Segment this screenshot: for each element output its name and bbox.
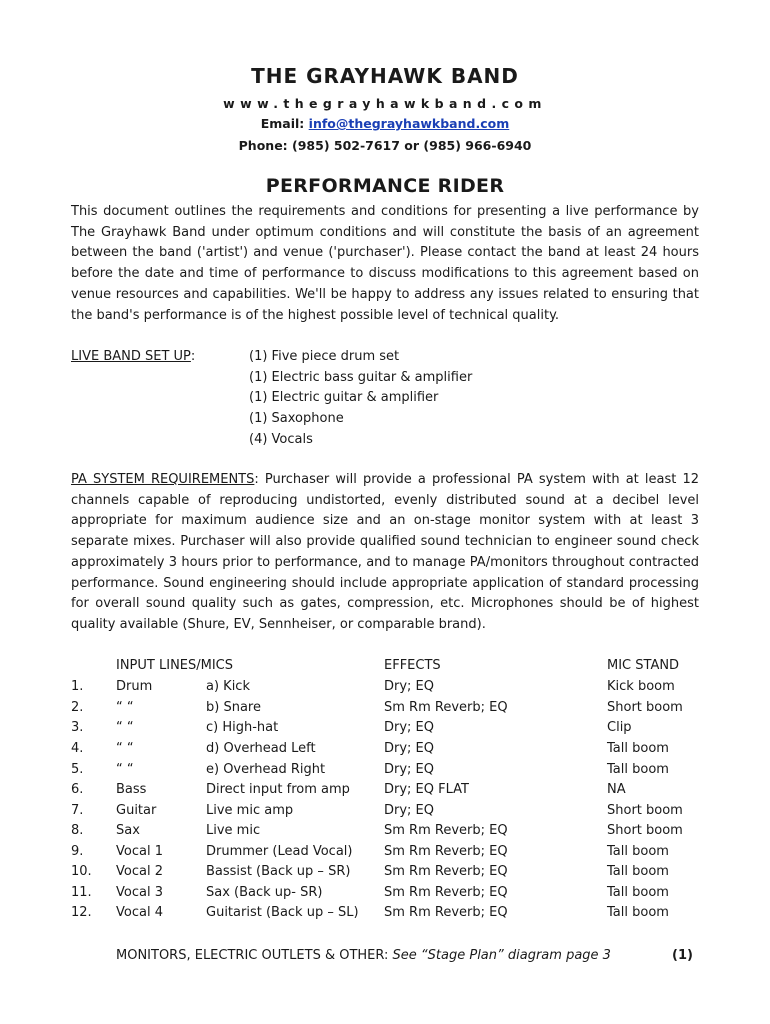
website-text: www.thegrayhawkband.com [223,96,547,111]
phone-line: Phone: (985) 502-7617 or (985) 966-6940 [238,138,532,153]
effects-cell: Dry; EQ FLAT [384,782,469,798]
setup-item: (1) Saxophone [249,411,344,427]
input-source: “ “ [116,740,134,756]
setup-heading-colon: : [190,349,196,364]
setup-item: (4) Vocals [249,431,313,447]
input-detail: c) High-hat [206,720,279,736]
row-number: 8. [71,823,84,839]
header-effects: EFFECTS [384,658,441,673]
setup-heading-label: LIVE BAND SET UP [71,349,191,364]
row-number: 12. [71,905,92,921]
row-number: 7. [71,802,84,818]
mic-stand-cell: Tall boom [607,864,669,880]
mic-stand-cell: Tall boom [607,740,669,756]
input-source: Vocal 2 [116,864,163,880]
header-mic-stand: MIC STAND [607,658,680,673]
input-detail: Guitarist (Back up – SL) [206,905,359,921]
input-source: “ “ [116,761,134,777]
input-detail: b) Snare [206,699,261,715]
setup-list [249,347,472,451]
pa-requirements-paragraph [71,470,699,636]
input-source: Drum [116,679,153,695]
row-number: 9. [71,843,84,859]
input-detail: Direct input from amp [206,782,350,798]
pa-requirements-text: : Purchaser will provide a professional PA system with at least 12 channels capable of reproducing undistorted, evenly distributed sound at a decibel level appropriate for maximum audience size and an on-stage monitor system with at least 3 separate mixes. Purchaser will also provide qualified sound technician to engineer sound check approximately 3 hours prior to performance, and to manage PA/monitors throughout contracted performance. Sound engineering should include appropriate application of standard processing for overall sound quality such as gates, compression, etc. Microphones should be of highest quality available (Shure, EV, Sennheiser, or comparable brand). [71,472,699,632]
input-detail: Live mic amp [206,802,294,818]
row-number: 11. [71,884,92,900]
mic-stand-cell: Short boom [607,699,683,715]
input-detail: Sax (Back up- SR) [206,884,323,900]
row-number: 1. [71,679,84,695]
effects-cell: Dry; EQ [384,761,435,777]
input-detail: Bassist (Back up – SR) [206,864,351,880]
mic-stand-cell: Tall boom [607,843,669,859]
row-number: 2. [71,699,84,715]
row-number: 4. [71,740,84,756]
effects-cell: Dry; EQ [384,679,435,695]
row-number: 3. [71,720,84,736]
effects-cell: Sm Rm Reverb; EQ [384,864,508,880]
mic-stand-cell: Short boom [607,802,683,818]
band-name-heading: THE GRAYHAWK BAND [251,64,519,88]
email-link[interactable]: info@thegrayhawkband.com [308,116,510,131]
input-source: Vocal 3 [116,884,163,900]
row-number: 10. [71,864,92,880]
footer-reference: See “Stage Plan” diagram page 3 [392,948,611,963]
effects-cell: Sm Rm Reverb; EQ [384,823,508,839]
input-detail: d) Overhead Left [206,740,316,756]
input-source: Vocal 1 [116,843,163,859]
input-detail: a) Kick [206,679,250,695]
mic-stand-cell: Tall boom [607,905,669,921]
effects-cell: Sm Rm Reverb; EQ [384,699,508,715]
effects-cell: Sm Rm Reverb; EQ [384,905,508,921]
setup-item: (1) Electric guitar & amplifier [249,390,439,406]
intro-paragraph: This document outlines the requirements and conditions for presenting a live performance by The Grayhawk Band under optimum conditions and will constitute the basis of an agreement between the band ('artist') and venue ('purchaser'). Please contact the band at least 24 hours before the date and time of performance to discuss modifications to this agreement based on venue resources and capabilities. We'll be happy to address any issues related to ensuring that the band's performance is of the highest possible level of technical quality. [71,204,699,323]
input-detail: Drummer (Lead Vocal) [206,843,353,859]
input-source: “ “ [116,720,134,736]
document-title: PERFORMANCE RIDER [265,175,505,197]
setup-heading [71,347,195,368]
mic-stand-cell: Tall boom [607,884,669,900]
row-number: 6. [71,782,84,798]
mic-stand-cell: Kick boom [607,679,675,695]
effects-cell: Dry; EQ [384,802,435,818]
effects-cell: Sm Rm Reverb; EQ [384,884,508,900]
footer-note [116,946,696,966]
mic-stand-cell: Clip [607,720,632,736]
input-source: Sax [116,823,140,839]
email-line [0,116,770,131]
mic-stand-cell: Tall boom [607,761,669,777]
page-number: (1) [672,948,693,963]
effects-cell: Dry; EQ [384,720,435,736]
header-input-lines: INPUT LINES/MICS [116,658,234,673]
input-detail: Live mic [206,823,261,839]
input-detail: e) Overhead Right [206,761,326,777]
email-label: Email: [260,116,305,131]
setup-item: (1) Five piece drum set [249,349,400,364]
pa-requirements-label: PA SYSTEM REQUIREMENTS [71,472,255,487]
input-source: Guitar [116,802,157,818]
footer-lead: MONITORS, ELECTRIC OUTLETS & OTHER: [116,948,393,963]
setup-item: (1) Electric bass guitar & amplifier [249,369,473,385]
effects-cell: Sm Rm Reverb; EQ [384,843,508,859]
input-source: “ “ [116,699,134,715]
row-number: 5. [71,761,84,777]
effects-cell: Dry; EQ [384,740,435,756]
mic-stand-cell: Short boom [607,823,683,839]
input-source: Bass [116,782,147,798]
mic-stand-cell: NA [607,782,626,798]
input-source: Vocal 4 [116,905,163,921]
